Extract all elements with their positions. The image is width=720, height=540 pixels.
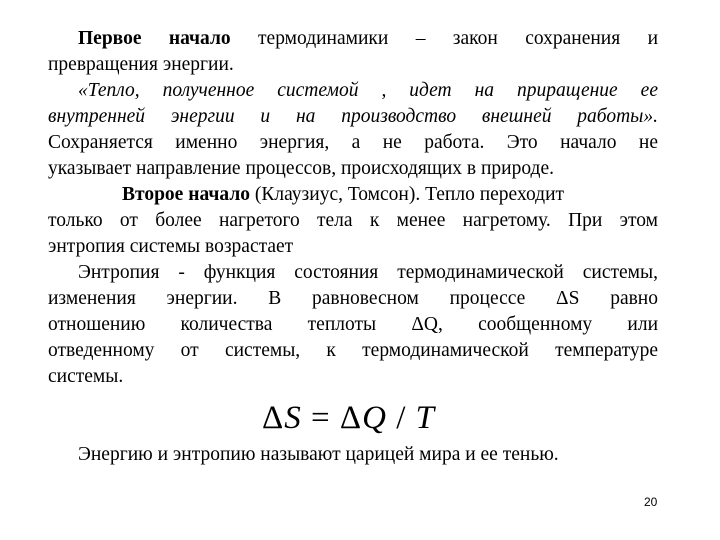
entropy-line-2: изменения энергии. В равновесном процессе ΔS равно bbox=[48, 288, 658, 309]
entropy-line-4: отведенному от системы, к термодинамической температуре bbox=[48, 340, 658, 361]
document-body bbox=[48, 26, 658, 390]
first-law-term: Первое начало bbox=[78, 28, 231, 49]
formula-equals: = bbox=[301, 400, 340, 436]
formula-q: Q bbox=[362, 400, 387, 436]
formula-slash: / bbox=[386, 400, 416, 436]
formula-s: S bbox=[284, 400, 302, 436]
second-law-term: Второе начало bbox=[122, 184, 251, 205]
page-number: 20 bbox=[644, 495, 658, 509]
entropy-line-3: отношению количества теплоты ΔQ, сообщенному или bbox=[48, 314, 658, 335]
first-law-line-2: превращения энергии. bbox=[48, 54, 234, 75]
closing-sentence: Энергию и энтропию называют царицей мира и ее тенью. bbox=[78, 444, 559, 465]
entropy-formula bbox=[262, 400, 435, 437]
entropy-line-1: Энтропия - функция состояния термодинамической системы, bbox=[78, 262, 658, 283]
energy-line-1: Сохраняется именно энергия, а не работа. Это начало не bbox=[48, 132, 658, 153]
quote-text-1: «Тепло, полученное системой , идет на приращение ее bbox=[78, 80, 658, 101]
formula-t: T bbox=[415, 400, 435, 436]
entropy-line-5: системы. bbox=[48, 366, 124, 387]
first-law-line-1 bbox=[48, 26, 658, 52]
second-law-line-1 bbox=[48, 182, 658, 208]
energy-line-2: указывает направление процессов, происходящих в природе. bbox=[48, 158, 555, 179]
first-law-text: термодинамики – закон сохранения и bbox=[258, 28, 658, 49]
quote-line-2 bbox=[48, 104, 658, 130]
formula-delta-q: Δ bbox=[339, 400, 363, 436]
second-law-line-3: энтропия системы возрастает bbox=[48, 236, 294, 257]
quote-text-2: внутренней энергии и на производство внешней работы». bbox=[48, 106, 658, 127]
quote-line-1 bbox=[48, 78, 658, 104]
formula-delta-s: Δ bbox=[262, 400, 285, 436]
second-law-text: (Клаузиус, Томсон). Тепло переходит bbox=[254, 184, 565, 205]
second-law-line-2: только от более нагретого тела к менее нагретому. При этом bbox=[48, 210, 658, 231]
